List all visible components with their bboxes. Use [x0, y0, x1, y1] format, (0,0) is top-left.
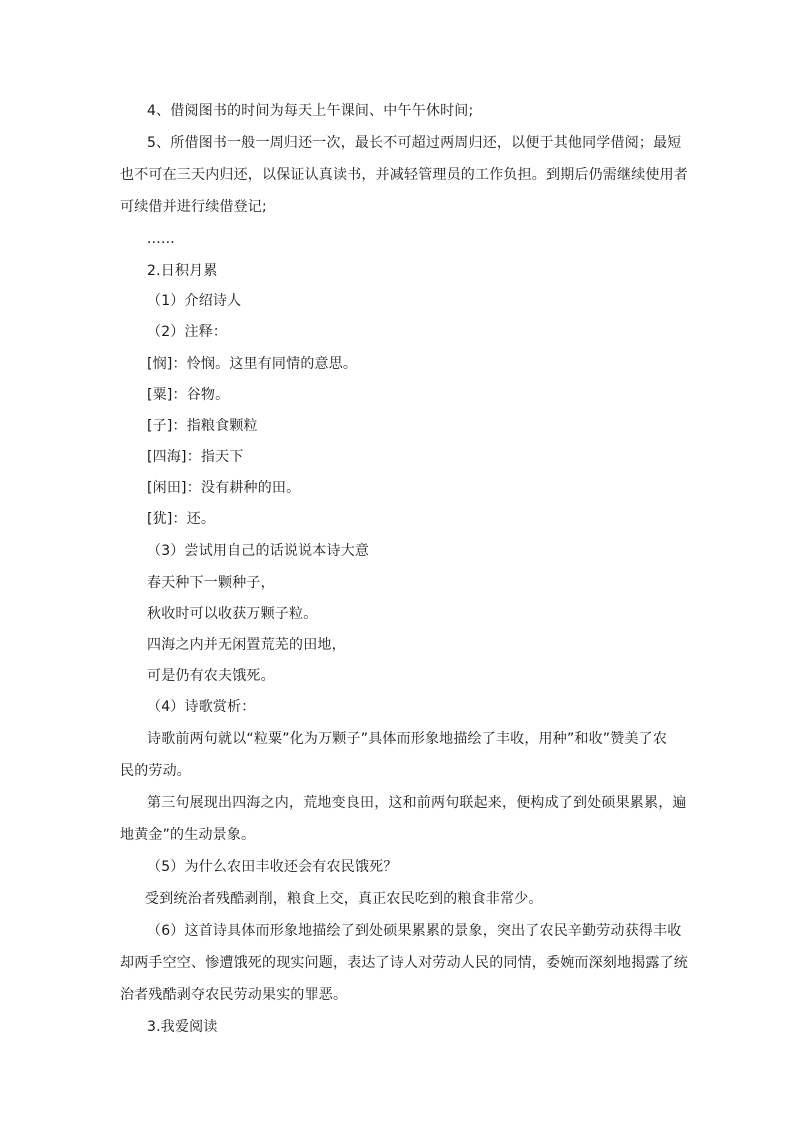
appreciation-line-2: 民的劳动。 [120, 763, 191, 779]
poem-meaning-line-3: 四海之内并无闲置荒芜的田地， [147, 637, 346, 653]
item-3-heading: （3）尝试用自己的话说说本诗大意 [147, 543, 370, 559]
appreciation-line-1: 诗歌前两句就以“粒粟”化为万颗子”具体而形象地描绘了丰收，用种”和收”赞美了农 [147, 731, 668, 747]
item-1-heading: （1）介绍诗人 [147, 293, 242, 309]
section-heading-2: 2.日积月累 [147, 263, 218, 279]
note-you: [犹]：还。 [147, 511, 216, 527]
note-xiantian: [闲田]：没有耕种的田。 [147, 480, 301, 496]
item-4-heading: （4）诗歌赏析： [147, 699, 256, 715]
poem-meaning-line-1: 春天种下一颗种子， [147, 575, 275, 591]
item-6-line-2: 却两手空空、惨遭饿死的现实问题，表达了诗人对劳动人民的同情，委婉而深刻地揭露了统 [120, 955, 688, 971]
rule-5-line-1: 5、所借图书一般一周归还一次，最长不可超过两周归还，以便于其他同学借阅；最短 [147, 135, 682, 151]
rule-5-line-3: 可续借并进行续借登记; [120, 199, 267, 215]
poem-meaning-line-2: 秋收时可以收获万颗子粒。 [147, 606, 318, 622]
appreciation-line-4: 地黄金”的生动景象。 [120, 827, 256, 843]
note-min: [悯]：怜悯。这里有同情的意思。 [147, 356, 358, 372]
section-heading-3: 3.我爱阅读 [147, 1019, 218, 1035]
item-5-heading: （5）为什么农田丰收还会有农民饿死？ [147, 859, 398, 875]
poem-meaning-line-4: 可是仍有农夫饿死。 [147, 668, 275, 684]
ellipsis: ...... [147, 231, 175, 247]
note-sihai: [四海]：指天下 [147, 449, 244, 465]
note-su: [粟]：谷物。 [147, 387, 230, 403]
item-5-answer: 受到统治者残酷剥削，粮食上交，真正农民吃到的粮食非常少。 [145, 891, 543, 907]
rule-5-line-2: 也不可在三天内归还，以保证认真读书，并减轻管理员的工作负担。到期后仍需继续使用者 [120, 167, 688, 183]
rule-4: 4、借阅图书的时间为每天上午课间、中午午休时间; [147, 103, 474, 119]
item-6-line-3: 治者残酷剥夺农民劳动果实的罪恶。 [120, 987, 348, 1003]
appreciation-line-3: 第三句展现出四海之内，荒地变良田，这和前两句联起来，便构成了到处硕果累累，遍 [147, 795, 687, 811]
note-zi: [子]：指粮食颗粒 [147, 418, 258, 434]
item-2-heading: （2）注释： [147, 324, 228, 340]
item-6-line-1: （6）这首诗具体而形象地描绘了到处硕果累累的景象，突出了农民辛勤劳动获得丰收 [147, 923, 682, 939]
